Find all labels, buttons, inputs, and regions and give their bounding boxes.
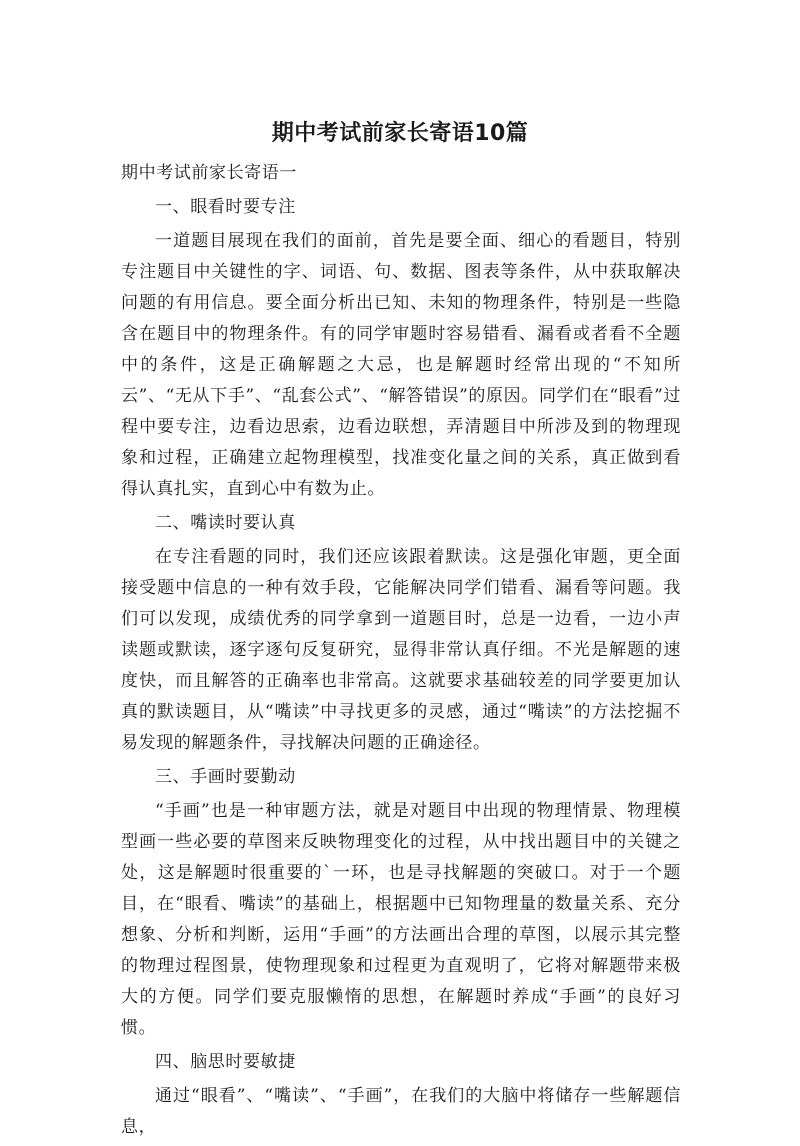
section-paragraph-4: 通过“眼看”、“嘴读”、“手画”，在我们的大脑中将储存一些解题信息， bbox=[121, 1086, 681, 1137]
section-heading-4: 四、脑思时要敏捷 bbox=[155, 1052, 296, 1072]
section-paragraph-2: 在专注看题的同时，我们还应该跟着默读。这是强化审题，更全面接受题中信息的一种有效手段，它能解决同学们错看、漏看等问题。我们可以发现，成绩优秀的同学拿到一道题目时，总是一边看，一边小声读题或默读，逐字逐句反复研究，显得非常认真仔细。不光是解题的速度快，而且解答的正确率也非常高。这就要求基础较差的同学要更加认真的默读题目，从“嘴读”中寻找更多的灵感，通过“嘴读”的方法挖掘不易发现的解题条件，寻找解决问题的正确途径。 bbox=[121, 547, 681, 753]
document-body bbox=[121, 158, 681, 1146]
section-paragraph-3: “手画”也是一种审题方法，就是对题目中出现的物理情景、物理模型画一些必要的草图来反映物理变化的过程，从中找出题目中的关键之处，这是解题时很重要的`一环，也是寻找解题的突破口。对于一个题目，在“眼看、嘴读”的基础上，根据题中已知物理量的数量关系、充分想象、分析和判断，运用“手画”的方法画出合理的草图，以展示其完整的物理过程图景，使物理现象和过程更为直观明了，它将对解题带来极大的方便。同学们要克服懒惰的思想，在解题时养成“手画”的良好习惯。 bbox=[121, 801, 681, 1038]
section-heading-1: 一、眼看时要专注 bbox=[155, 197, 296, 217]
document-title: 期中考试前家长寄语10篇 bbox=[271, 121, 529, 146]
section-heading-3: 三、手画时要勤动 bbox=[155, 767, 296, 787]
document-subtitle: 期中考试前家长寄语一 bbox=[121, 163, 297, 183]
section-heading-2: 二、嘴读时要认真 bbox=[155, 513, 296, 533]
section-paragraph-1: 一道题目展现在我们的面前，首先是要全面、细心的看题目，特别专注题目中关键性的字、词语、句、数据、图表等条件，从中获取解决问题的有用信息。要全面分析出已知、未知的物理条件，特别是一些隐含在题目中的物理条件。有的同学审题时容易错看、漏看或者看不全题中的条件，这是正确解题之大忌，也是解题时经常出现的“不知所云”、“无从下手”、“乱套公式”、“解答错误”的原因。同学们在“眼看”过程中要专注，边看边思索，边看边联想，弄清题目中所涉及到的物理现象和过程，正确建立起物理模型，找准变化量之间的关系，真正做到看得认真扎实，直到心中有数为止。 bbox=[121, 231, 681, 499]
